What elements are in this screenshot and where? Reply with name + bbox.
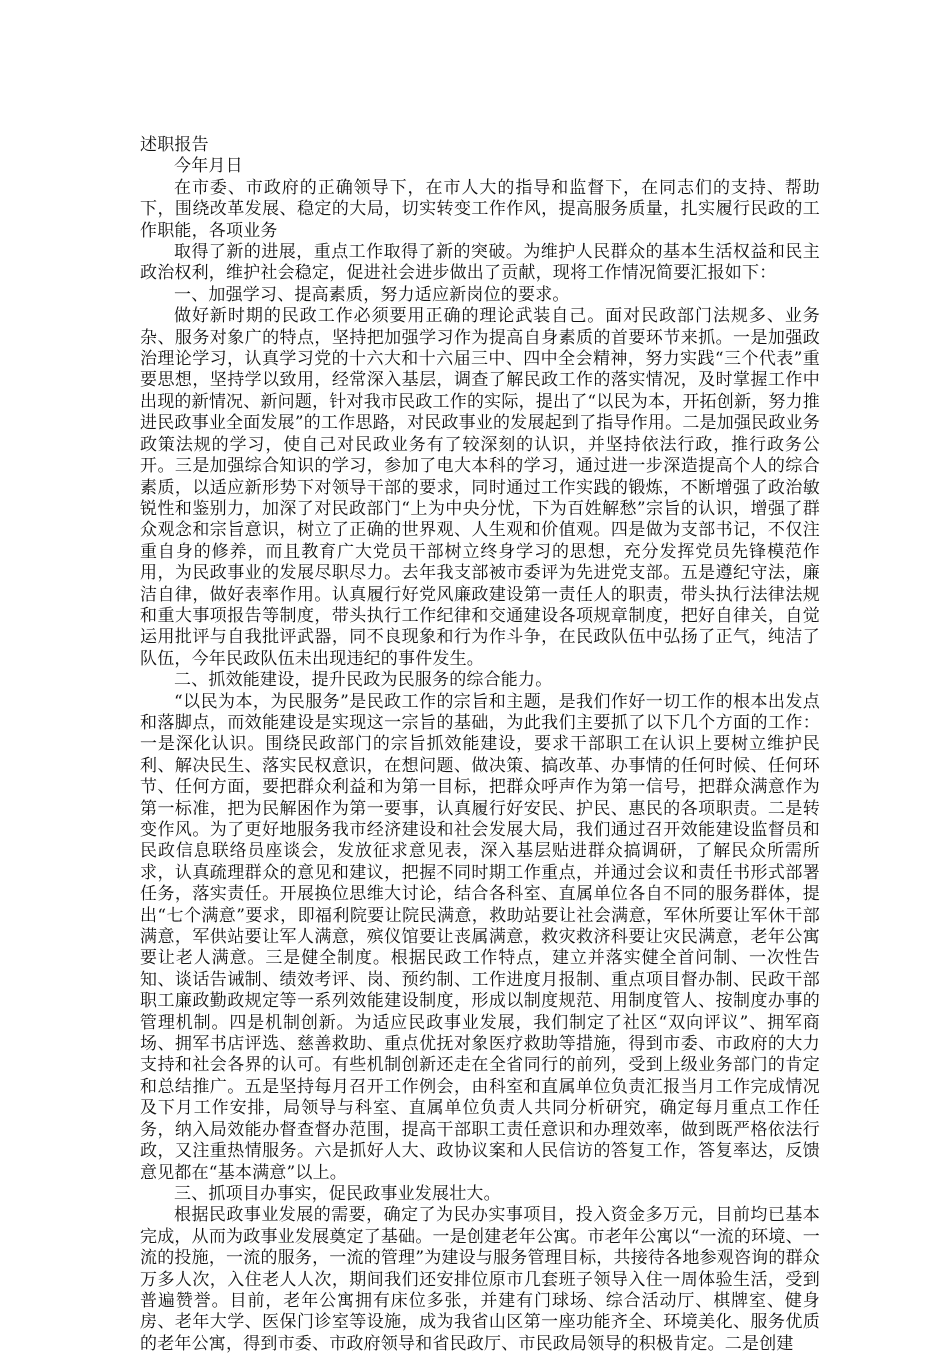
- paragraph-intro: 在市委、市政府的正确领导下，在市人大的指导和监督下，在同志们的支持、帮助下，围绕改革发展、稳定的大局，切实转变工作作风，提高服务质量，扎实履行民政的工作职能，各项业务: [140, 177, 820, 241]
- document-body: [140, 135, 820, 1355]
- section-heading-1: 一、加强学习、提高素质，努力适应新岗位的要求。: [174, 284, 570, 305]
- section-heading-3: 三、抓项目办事实，促民政事业发展壮大。: [174, 1183, 501, 1204]
- paragraph-section-3: 根据民政事业发展的需要，确定了为民办实事项目，投入资金多万元，目前均已基本完成，从而为政事业发展奠定了基础。一是创建老年公寓。市老年公寓以“一流的环境、一流的投施，一流的服务，一流的管理”为建设与服务管理目标，共接待各地参观咨询的群众万多人次，入住老人人次，期间我们还安排位原市几套班子领导入住一周体验生活，受到普遍赞誉。目前，老年公寓拥有床位多张，并建有门球场、综合活动厅、棋牌室、健身房、老年大学、医保门诊室等设施，成为我省山区第一座功能齐全、环境美化、服务优质的老年公寓，得到市委、市政府领导和省民政厅、市民政局领导的积极肯定。二是创建: [140, 1205, 820, 1354]
- date-line: 今年月日: [174, 156, 243, 177]
- section-heading-2: 二、抓效能建设，提升民政为民服务的综合能力。: [174, 670, 553, 691]
- paragraph-section-1: 做好新时期的民政工作必须要用正确的理论武装自己。面对民政部门法规多、业务杂、服务对象广的特点，坚持把加强学习作为提高自身素质的首要环节来抓。一是加强政治理论学习，认真学习党的十六大和十六届三中、四中全会精神，努力实践“三个代表”重要思想，坚持学以致用，经常深入基层，调查了解民政工作的落实情况，及时掌握工作中出现的新情况、新问题，针对我市民政工作的实际，提出了“以民为本，开拓创新，努力推进民政事业全面发展”的工作思路，对民政事业的发展起到了指导作用。二是加强民政业务政策法规的学习，使自己对民政业务有了较深刻的认识，并坚持依法行政，推行政务公开。三是加强综合知识的学习，参加了电大本科的学习，通过进一步深造提高个人的综合素质，以适应新形势下对领导干部的要求，同时通过工作实践的锻炼，不断增强了政治敏锐性和鉴别力，加深了对民政部门“上为中央分忧，下为百姓解愁”宗旨的认识，增强了群众观念和宗旨意识，树立了正确的世界观、人生观和价值观。四是做为支部书记，不仅注重自身的修养，而且教育广大党员干部树立终身学习的思想，充分发挥党员先锋模范作用，为民政事业的发展尽职尽力。去年我支部被市委评为先进党支部。五是遵纪守法，廉洁自律，做好表率作用。认真履行好党风廉政建设第一责任人的职责，带头执行法律法规和重大事项报告等制度，带头执行工作纪律和交通建设各项规章制度，把好自律关，自觉运用批评与自我批评武器，同不良现象和行为作斗争，在民政队伍中弘扬了正气，纯洁了队伍，今年民政队伍未出现违纪的事件发生。: [140, 306, 820, 669]
- paragraph-intro-continued: 取得了新的进展，重点工作取得了新的突破。为维护人民群众的基本生活权益和民主政治权利，维护社会稳定，促进社会进步做出了贡献，现将工作情况简要汇报如下：: [140, 242, 820, 284]
- document-title: 述职报告: [140, 135, 209, 155]
- paragraph-section-2: “以民为本，为民服务”是民政工作的宗旨和主题，是我们作好一切工作的根本出发点和落脚点，而效能建设是实现这一宗旨的基础，为此我们主要抓了以下几个方面的工作：一是深化认识。围绕民政部门的宗旨抓效能建设，要求干部职工在认识上要树立维护民利、解决民生、落实民权意识，在想问题、做决策、搞改革、办事情的任何时候、任何环节、任何方面，要把群众利益和为第一目标，把群众呼声作为第一信号，把群众满意作为第一标准，把为民解困作为第一要事，认真履行好安民、护民、惠民的各项职责。二是转变作风。为了更好地服务我市经济建设和社会发展大局，我们通过召开效能建设监督员和民政信息联络员座谈会，发放征求意见表，深入基层贴进群众搞调研，了解民众所需所求，认真疏理群众的意见和建议，把握不同时期工作重点，并通过会议和责任书形式部署任务，落实责任。开展换位思维大讨论，结合各科室、直属单位各自不同的服务群体，提出“七个满意”要求，即福利院要让院民满意，救助站要让社会满意，军休所要让军休干部满意，军供站要让军人满意，殡仪馆要让丧属满意，救灾救济科要让灾民满意，老年公寓要让老人满意。三是健全制度。根据民政工作特点，建立并落实健全首问制、一次性告知、谈话告诫制、绩效考评、岗、预约制、工作进度月报制、重点项目督办制、民政干部职工廉政勤政规定等一系列效能建设制度，形成以制度规范、用制度管人、按制度办事的管理机制。四是机制创新。为适应民政事业发展，我们制定了社区“双向评议”、拥军商场、拥军书店评选、慈善救助、重点优抚对象医疗救助等措施，得到市委、市政府的大力支持和社会各界的认可。有些机制创新还走在全省同行的前列，受到上级业务部门的肯定和总结推广。五是坚持每月召开工作例会，由科室和直属单位负责汇报当月工作完成情况及下月工作安排，局领导与科室、直属单位负责人共同分析研究，确定每月重点工作任务，纳入局效能办督查督办范围，提高干部职工责任意识和办理效率，做到既严格依法行政，又注重热情服务。六是抓好人大、政协议案和人民信访的答复工作，答复率达，反馈意见都在“基本满意”以上。: [140, 691, 820, 1183]
